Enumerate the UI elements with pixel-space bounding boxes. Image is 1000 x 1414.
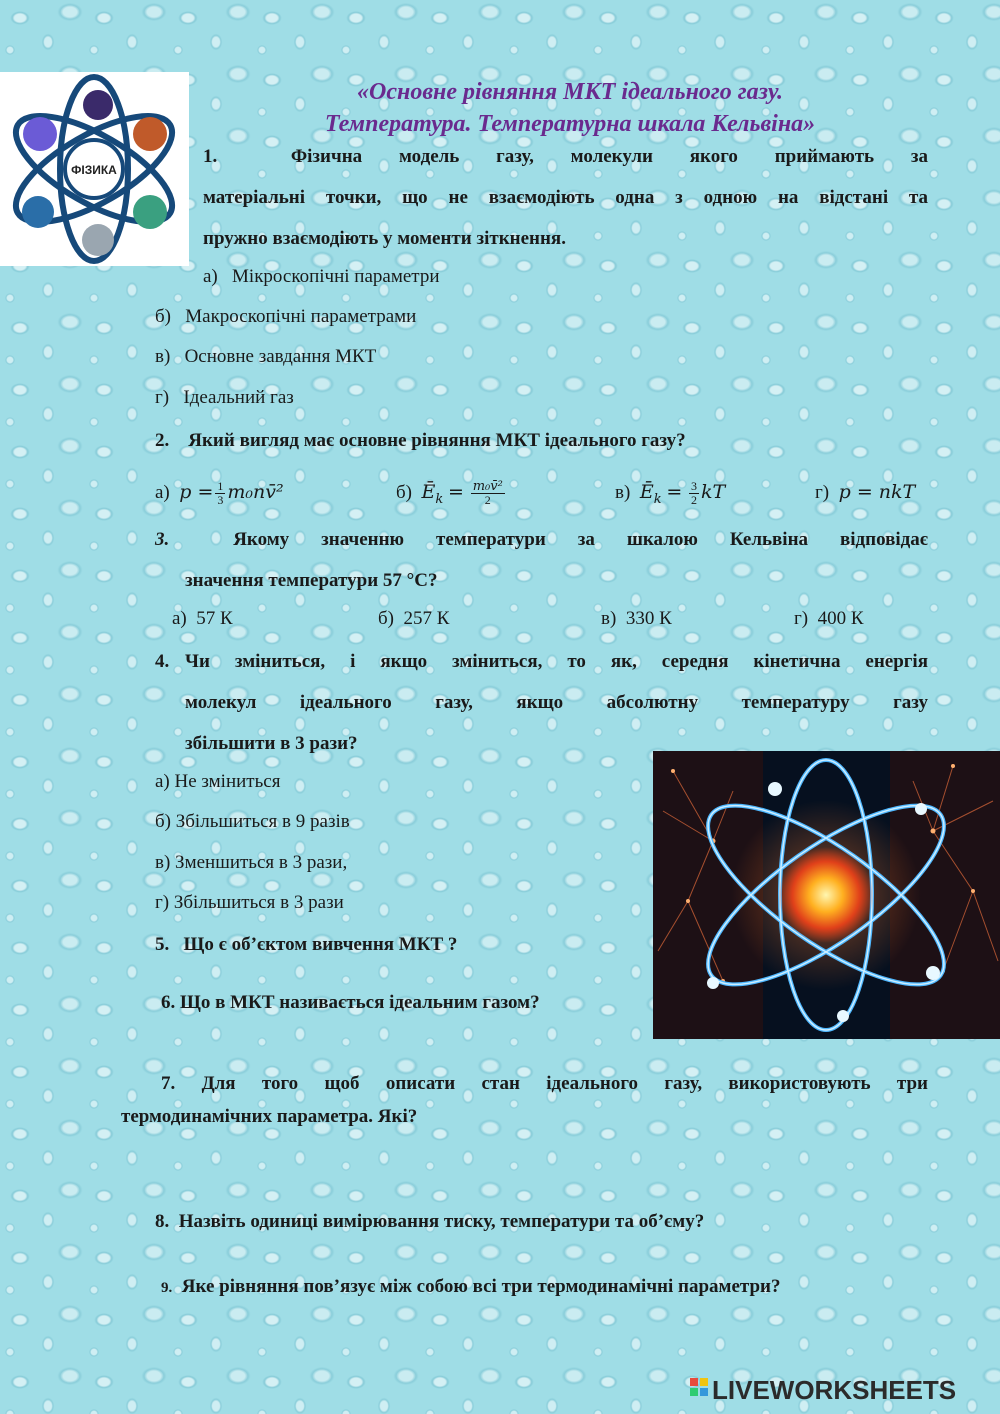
question-3-option-d[interactable] — [794, 599, 864, 639]
question-2-text: Який вигляд має основне рівняння МКТ ідеального газу? — [188, 430, 686, 451]
question-5 — [155, 924, 457, 965]
question-3-option-a[interactable] — [172, 599, 233, 639]
option-letter: б) — [378, 608, 394, 629]
option-text: Основне завдання МКТ — [184, 346, 377, 367]
question-1-number: 1. — [203, 146, 218, 167]
question-1-line-2: матеріальні точки, що не взаємодіють одна з одною на відстані та — [203, 187, 928, 208]
option-letter: а) — [203, 266, 218, 287]
formula-lhs: Ē — [421, 481, 436, 503]
atom-image-icon — [653, 751, 1000, 1039]
option-letter: в) — [615, 482, 631, 503]
question-6-number: 6. — [161, 992, 176, 1013]
liveworksheets-logo — [690, 1376, 990, 1404]
fraction-denominator: 3 — [217, 493, 224, 508]
question-3-option-c[interactable] — [601, 599, 672, 639]
question-1-text-1: Фізична модель газу, молекули якого приймають за — [290, 146, 928, 167]
title-line-1: «Основне рівняння МКТ ідеального газу. — [357, 79, 783, 105]
question-4-option-b[interactable]: б) Збільшиться в 9 разів — [155, 811, 350, 832]
question-7-text-1: Для того щоб описати стан ідеального газу, використовують три — [201, 1073, 929, 1094]
option-letter: а) — [172, 608, 187, 629]
question-2-number: 2. — [155, 430, 170, 451]
question-4-option-c[interactable]: в) Зменшиться в 3 рази, — [155, 852, 348, 873]
question-3-line-2: значення температури 57 °С? — [185, 570, 438, 591]
question-1-line-1 — [203, 136, 928, 177]
option-text: Макроскопічні параметрами — [185, 306, 417, 327]
question-4-line-2: молекул ідеального газу, якщо абсолютну температуру газу — [185, 692, 928, 713]
question-4-line-1: Чи зміниться, і якщо зміниться, то як, середня кінетична енергія — [185, 651, 928, 672]
option-letter: б) — [155, 306, 171, 327]
option-text: Мікроскопічні параметри — [232, 266, 440, 287]
brand-text: LIVEWORKSHEETS — [712, 1376, 957, 1404]
question-6 — [161, 982, 540, 1023]
question-3-number: 3. — [155, 529, 170, 550]
question-4-line-3: збільшити в 3 рази? — [185, 733, 358, 754]
option-text: Ідеальний газ — [183, 387, 294, 408]
title-line-2: Температура. Температурна шкала Кельвіна» — [324, 111, 816, 137]
question-5-text: Що є об’єктом вивчення МКТ ? — [183, 934, 458, 955]
formula-rhs: m₀nv̄² — [227, 481, 284, 503]
question-4-option-a[interactable]: а) Не зміниться — [155, 771, 281, 792]
option-text: 57 К — [196, 608, 233, 629]
question-2-option-a[interactable] — [155, 472, 284, 513]
atom-illustration — [653, 751, 1000, 1039]
fraction-numerator: 3 — [691, 479, 697, 494]
option-letter: а) — [155, 482, 170, 503]
liveworksheets-brand-icon — [690, 1376, 990, 1404]
question-3-option-b[interactable] — [378, 599, 449, 639]
question-8-number: 8. — [155, 1211, 170, 1232]
question-7-line-2: термодинамічних параметра. Які? — [121, 1106, 418, 1127]
option-letter: г) — [794, 608, 809, 629]
formula-equals: = — [448, 481, 464, 503]
question-9 — [161, 1266, 780, 1309]
formula: p = nkT — [838, 481, 916, 503]
atom-logo-icon — [0, 72, 189, 266]
fraction-numerator: 1 — [217, 479, 224, 494]
question-1-option-d[interactable] — [155, 378, 294, 418]
question-3-line-1 — [155, 519, 928, 560]
formula-equals: = — [666, 481, 683, 503]
question-2-option-d[interactable] — [815, 472, 915, 513]
physics-logo — [0, 72, 189, 266]
question-6-text: Що в МКТ називається ідеальним газом? — [180, 992, 540, 1013]
question-4-number: 4. — [155, 651, 170, 672]
option-text: 257 К — [403, 608, 450, 629]
question-2-option-b[interactable] — [396, 472, 507, 520]
question-8-text: Назвіть одиниці вимірювання тиску, температури та об’єму? — [178, 1211, 705, 1232]
question-8 — [155, 1201, 704, 1242]
page-title — [200, 76, 940, 140]
option-letter: г) — [815, 482, 830, 503]
question-1-option-c[interactable] — [155, 337, 376, 377]
option-text: 400 К — [817, 608, 864, 629]
option-letter: в) — [155, 346, 171, 367]
question-1-line-3: пружно взаємодіють у моменти зіткнення. — [203, 228, 566, 249]
question-9-text: Яке рівняння пов’язує між собою всі три термодинамічні параметри? — [181, 1276, 781, 1297]
option-letter: в) — [601, 608, 617, 629]
option-letter: г) — [155, 387, 170, 408]
fraction-numerator: m₀v̄² — [472, 479, 503, 495]
question-9-number: 9. — [161, 1280, 173, 1296]
fraction — [689, 480, 699, 507]
fraction — [215, 480, 225, 507]
formula-subscript: k — [653, 491, 662, 507]
formula-lhs: Ē — [639, 481, 654, 503]
question-1-option-a[interactable] — [203, 257, 440, 297]
option-text: 330 К — [625, 608, 672, 629]
question-3-text-1: Якому значенню температури за шкалою Кельвіна відповідає — [233, 529, 928, 550]
question-5-number: 5. — [155, 934, 170, 955]
question-4-option-d[interactable]: г) Збільшиться в 3 рази — [155, 892, 344, 913]
question-2-option-c[interactable] — [615, 472, 725, 520]
question-7-number: 7. — [161, 1073, 176, 1094]
formula-lhs: p = — [179, 481, 214, 503]
question-2 — [155, 420, 935, 461]
fraction-denominator: 2 — [484, 493, 491, 508]
fraction-denominator: 2 — [691, 493, 697, 508]
formula-rhs: kT — [701, 481, 726, 503]
formula-subscript: k — [435, 491, 444, 507]
option-letter: б) — [396, 482, 412, 503]
fraction — [471, 480, 505, 507]
question-1-option-b[interactable] — [155, 297, 416, 337]
logo-label: ФІЗИКА — [71, 163, 117, 177]
